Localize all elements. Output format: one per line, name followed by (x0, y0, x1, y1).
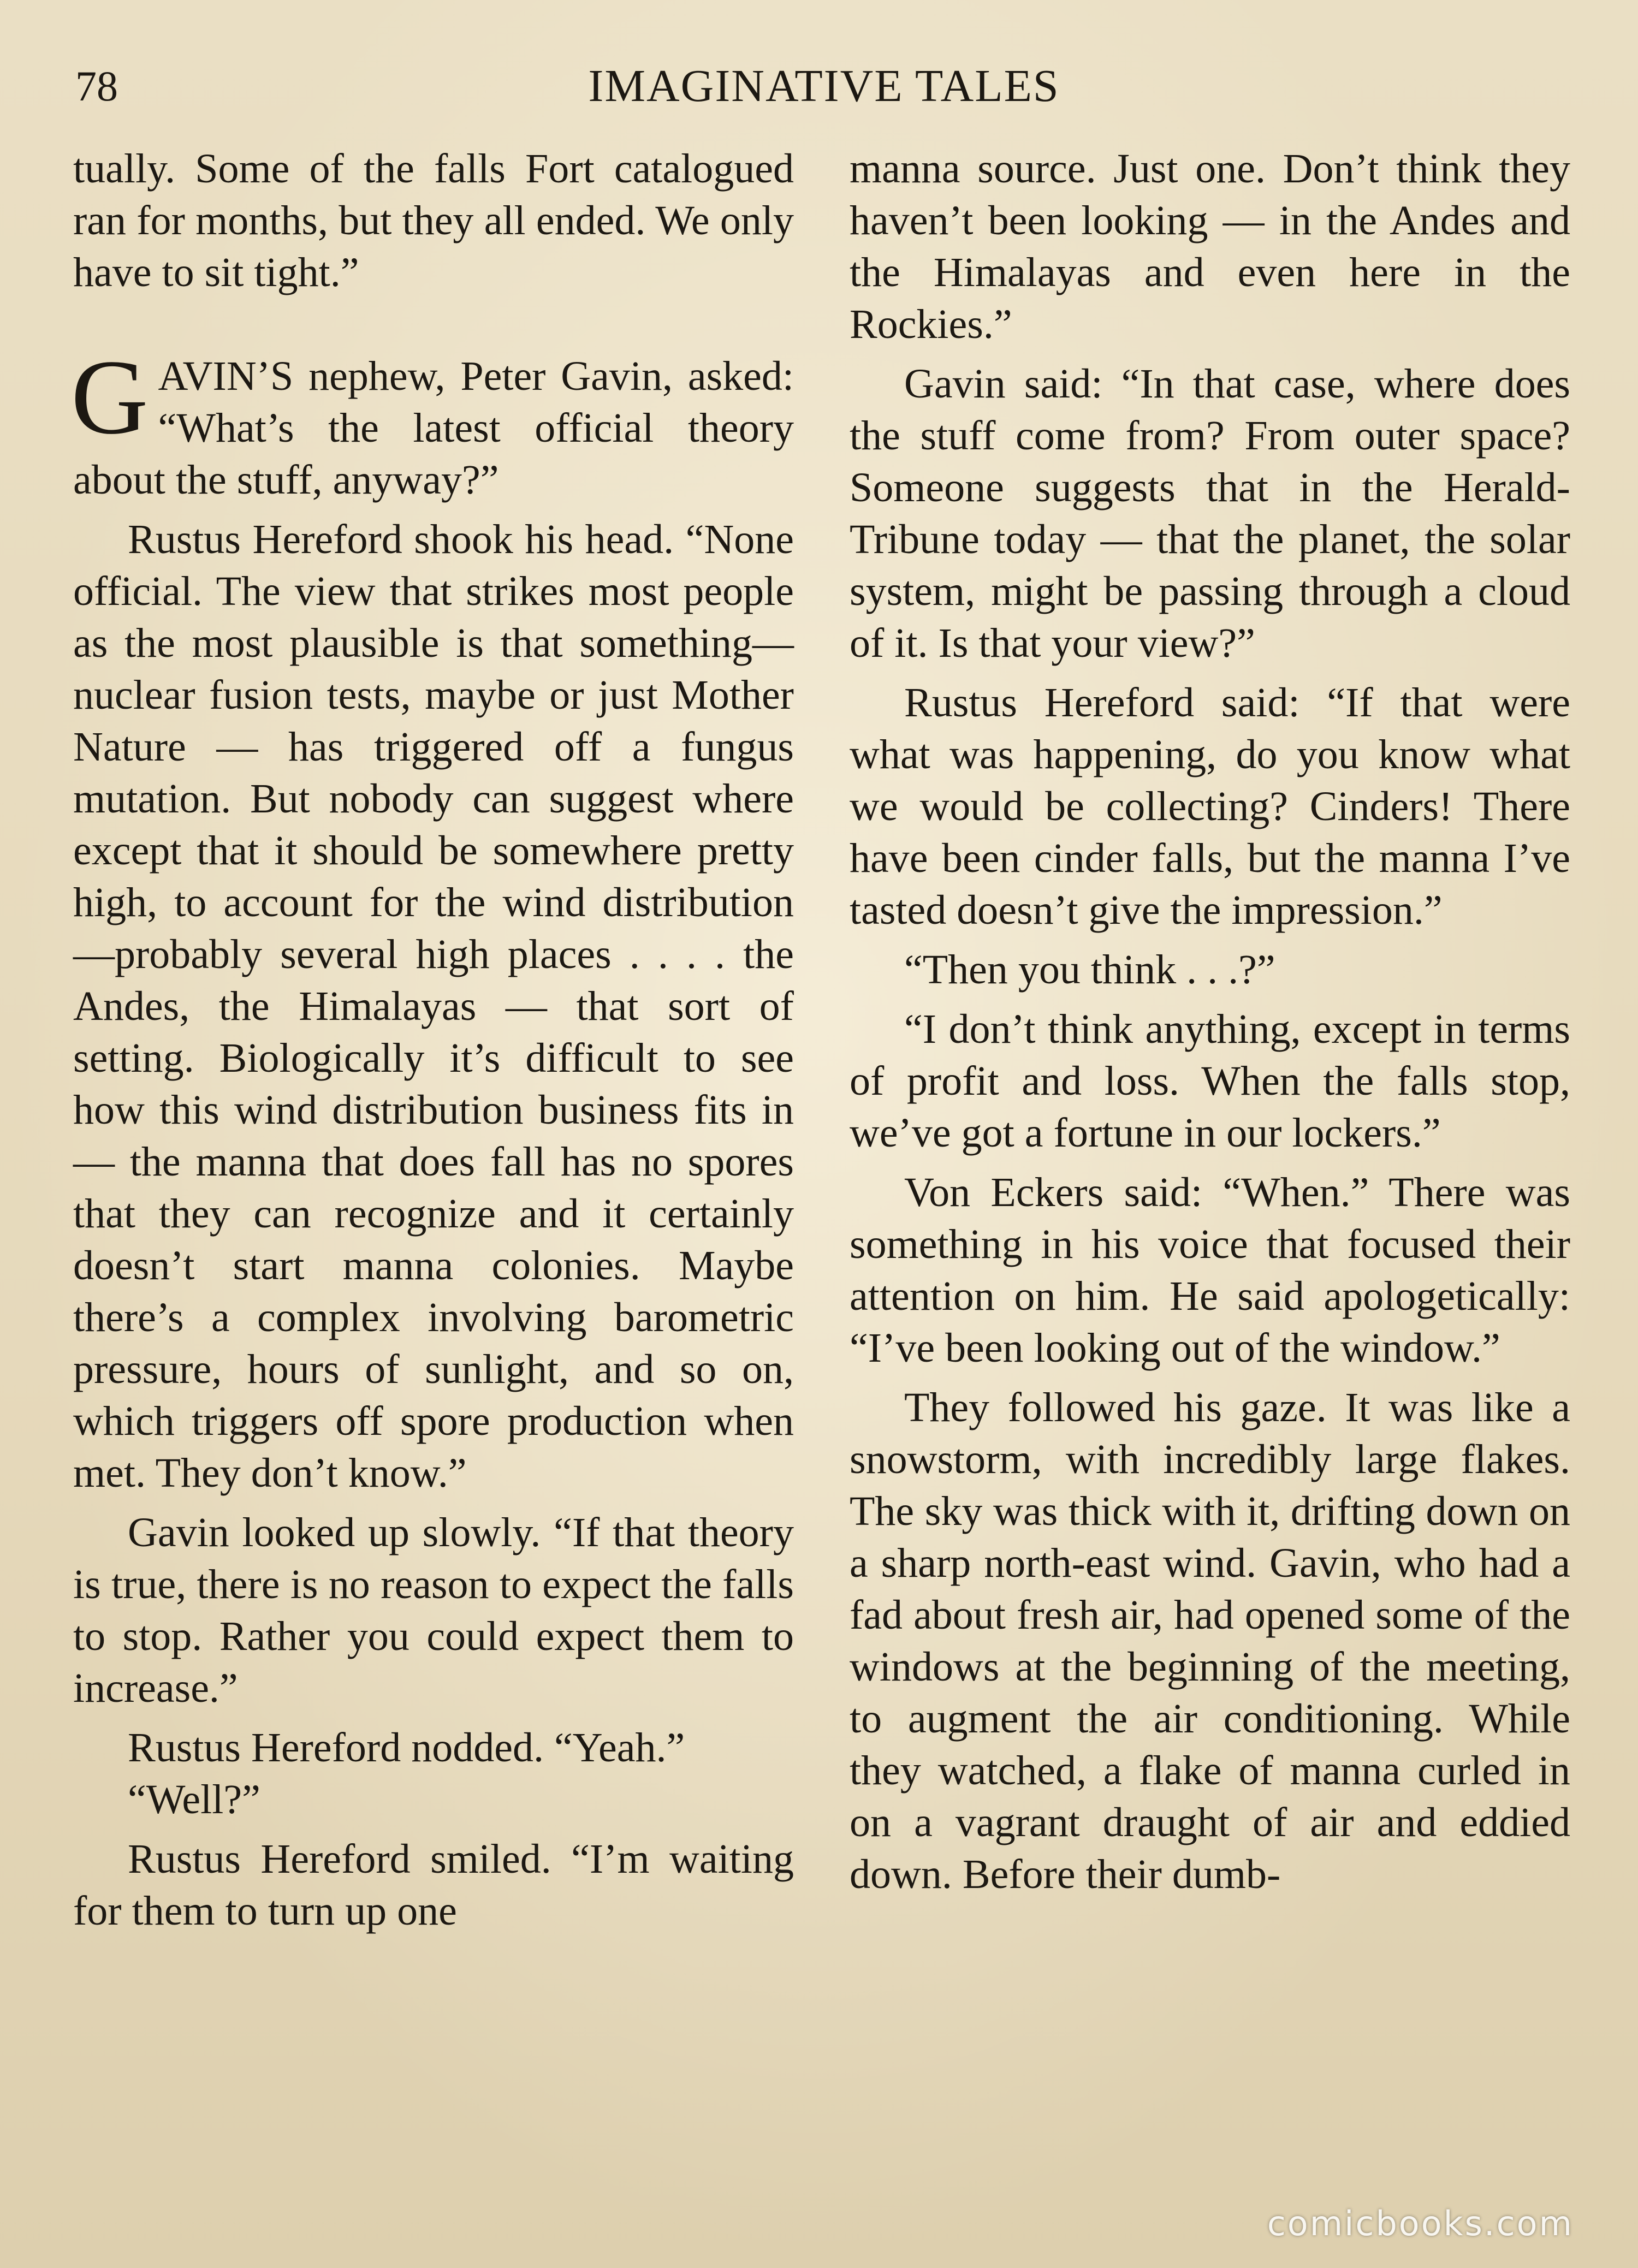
right-column (850, 143, 1570, 1901)
journal-title: IMAGINATIVE TALES (588, 61, 1060, 111)
right-paragraph-2: Gavin said: “In that case, where does the stuff come from? From outer space? Someone suggests that in the Herald-Tribune today — that the planet, the solar system, might be passing through a cloud of it. Is that your view?” (850, 361, 1570, 666)
drop-cap-letter: G (71, 338, 149, 456)
left-column (73, 143, 794, 1937)
site-watermark: comicbooks.com (1267, 2204, 1574, 2243)
left-paragraph-2-text: AVIN’S nephew, Peter Gavin, asked: “What’s the latest official theory about the stuff, anyway?” (73, 353, 794, 503)
running-head (75, 59, 1572, 114)
left-paragraph-1: tually. Some of the falls Fort catalogued ran for months, but they all ended. We only have to sit tight.” (73, 146, 794, 295)
left-paragraph-2 (71, 338, 794, 506)
left-paragraph-6: “Well?” (128, 1777, 260, 1822)
right-paragraph-6: Von Eckers said: “When.” There was something in his voice that focused their attention on him. He said apologetically: “I’ve been looking out of the window.” (850, 1169, 1570, 1371)
left-paragraph-3: Rustus Hereford shook his head. “None official. The view that strikes most people as the most plausible is that something—nuclear fusion tests, maybe or just Mother Nature — has triggered off a fungus mutation. But nobody can suggest where except that it should be somewhere pretty high, to account for the wind distribution—probably several high places . . . . the Andes, the Himalayas — that sort of setting. Biologically it’s difficult to see how this wind distribution business fits in — the manna that does fall has no spores that they can recognize and it certainly doesn’t start manna colonies. Maybe there’s a complex involving barometric pressure, hours of sunlight, and so on, which triggers off spore production when met. They don’t know.” (73, 516, 794, 1496)
left-paragraph-4: Gavin looked up slowly. “If that theory is true, there is no reason to expect the falls to stop. Rather you could expect them to increase.” (73, 1510, 794, 1711)
right-paragraph-3: Rustus Hereford said: “If that were what was happening, do you know what we would be collecting? Cinders! There have been cinder falls, but the manna I’ve tasted doesn’t give the impression.” (850, 680, 1570, 933)
left-paragraph-5: Rustus Hereford nodded. “Yeah.” (128, 1725, 685, 1771)
right-paragraph-7: They followed his gaze. It was like a snowstorm, with incredibly large flakes. The sky was thick with it, drifting down on a sharp north-east wind. Gavin, who had a fad about fresh air, had opened some of the windows at the beginning of the meeting, to augment the air conditioning. While they watched, a flake of manna curled in on a vagrant draught of air and eddied down. Before their dumb- (850, 1385, 1570, 1897)
left-paragraph-7: Rustus Hereford smiled. “I’m waiting for them to turn up one (73, 1836, 794, 1934)
right-paragraph-1: manna source. Just one. Don’t think they haven’t been looking — in the Andes and the Himalayas and even here in the Rockies.” (850, 146, 1570, 347)
right-paragraph-5: “I don’t think anything, except in terms of profit and loss. When the falls stop, we’ve got a fortune in our lockers.” (850, 1006, 1570, 1156)
right-paragraph-4: “Then you think . . .?” (904, 947, 1275, 993)
page-number: 78 (75, 62, 118, 110)
